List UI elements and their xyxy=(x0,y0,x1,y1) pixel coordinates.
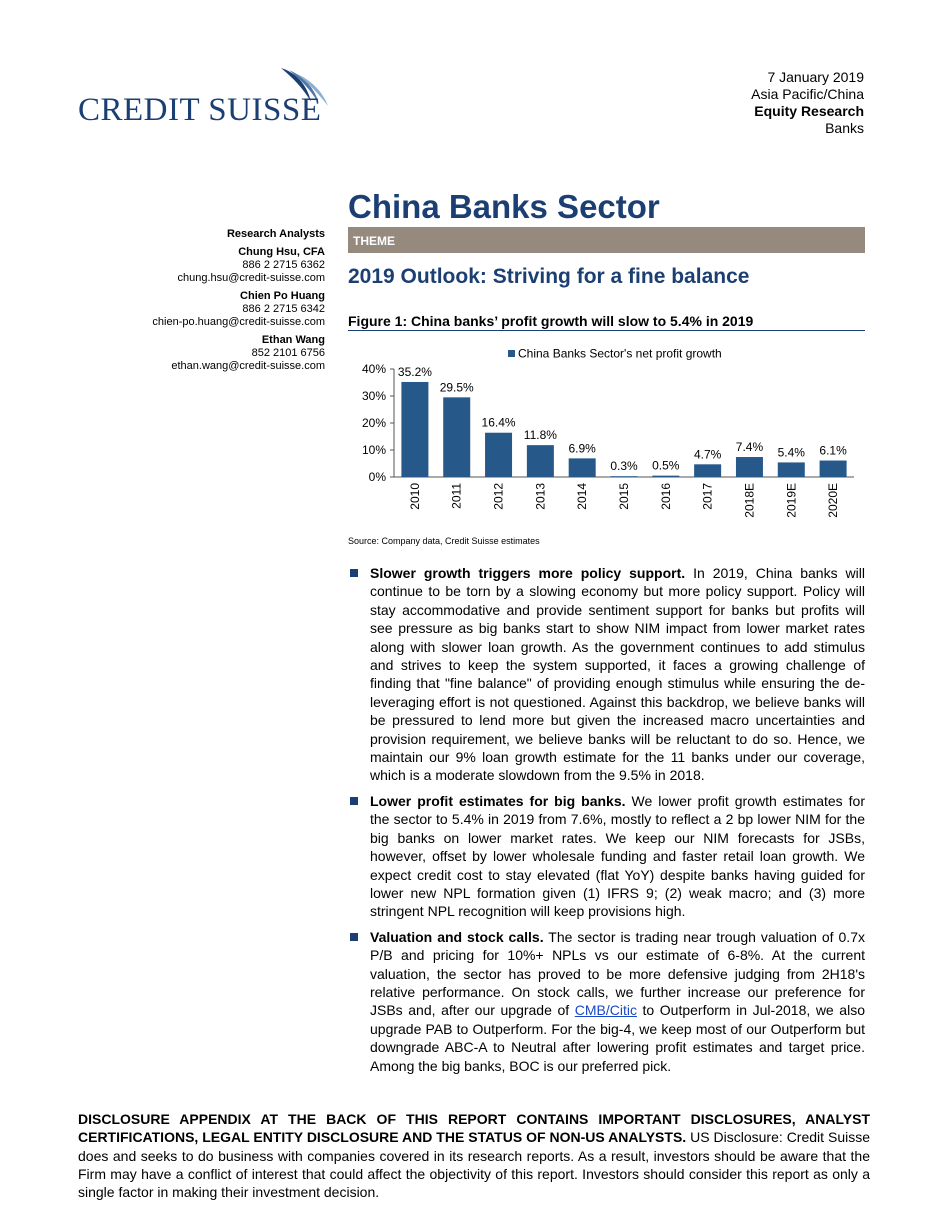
data-label: 0.3% xyxy=(610,459,638,474)
figure-title: Figure 1: China banks’ profit growth will slow to 5.4% in 2019 xyxy=(348,313,865,331)
analyst-list xyxy=(152,228,325,373)
cmb-citic-link[interactable]: CMB/Citic xyxy=(574,1002,637,1019)
bullet-square-icon xyxy=(350,569,358,577)
theme-bar: THEME xyxy=(348,227,865,253)
data-label: 5.4% xyxy=(777,445,805,460)
page-title: China Banks Sector xyxy=(348,188,660,225)
analysts-heading: Research Analysts xyxy=(226,228,325,240)
analyst-phone: 852 2101 6756 xyxy=(251,347,325,359)
bullet-square-icon xyxy=(350,933,358,941)
x-tick-label: 2010 xyxy=(407,483,422,510)
data-label: 6.9% xyxy=(568,441,596,456)
bullet-item xyxy=(348,792,865,921)
disclosure-body: US Disclosure: Credit Suisse does and seeks to do business with companies covered in its research reports. As a result, investors should be aware that the Firm may have a conflict of interest that could affect the objectivity of this report. Investors should consider this report as only a single factor in making their investment decision. xyxy=(78,1129,870,1201)
page-subtitle: 2019 Outlook: Striving for a fine balance xyxy=(348,265,750,288)
bullet-text: to Outperform in Jul-2018, we also upgrade PAB to Outperform. For the big-4, we keep most of our Outperform but downgrade ABC-A to Neutral after lowering profit estimates and target price. Among the big banks, BOC is our preferred pick. xyxy=(370,1002,865,1074)
x-tick-label: 2019E xyxy=(784,483,799,518)
chart-bar xyxy=(652,476,679,477)
credit-suisse-logo xyxy=(78,66,338,128)
brand-wordmark: CREDIT SUISSE xyxy=(78,92,322,128)
figure-source: Source: Company data, Credit Suisse estimates xyxy=(348,536,540,546)
bullet-item xyxy=(348,564,865,785)
chart-bar xyxy=(401,382,428,477)
x-tick-label: 2016 xyxy=(658,483,673,510)
x-tick-label: 2011 xyxy=(449,483,464,509)
chart-bar xyxy=(443,397,470,477)
report-sector: Banks xyxy=(825,120,864,136)
data-label: 16.4% xyxy=(481,415,516,430)
chart-bar xyxy=(820,461,847,477)
chart-bar xyxy=(778,462,805,477)
chart-bar xyxy=(694,464,721,477)
x-tick-label: 2015 xyxy=(617,483,631,510)
y-tick-label: 40% xyxy=(361,362,386,376)
y-tick-label: 30% xyxy=(361,389,386,403)
x-tick-label: 2018E xyxy=(742,483,757,518)
report-type: Equity Research xyxy=(754,103,864,119)
data-label: 6.1% xyxy=(819,443,847,458)
analyst-name: Chien Po Huang xyxy=(240,290,325,302)
data-label: 11.8% xyxy=(523,428,557,443)
disclosure-text xyxy=(78,1110,870,1201)
data-label: 29.5% xyxy=(439,380,474,395)
chart-bar xyxy=(485,433,512,477)
legend-swatch xyxy=(508,350,515,357)
profit-growth-bar-chart xyxy=(348,338,865,533)
analyst-email[interactable]: chien-po.huang@credit-suisse.com xyxy=(152,316,325,328)
x-tick-label: 2012 xyxy=(491,483,506,510)
data-label: 0.5% xyxy=(652,458,680,473)
data-label: 35.2% xyxy=(397,364,432,379)
bullet-lead: Slower growth triggers more policy support. xyxy=(370,565,686,581)
analyst-email[interactable]: ethan.wang@credit-suisse.com xyxy=(171,360,325,372)
legend-label: China Banks Sector's net profit growth xyxy=(518,346,722,361)
bullet-list xyxy=(348,564,865,1082)
chart-bar xyxy=(611,476,638,477)
data-label: 4.7% xyxy=(693,447,722,462)
bullet-text: The sector is trading near trough valuation of 0.7x P/B and pricing for 10%+ NPLs vs our estimate of 6-8%. At the current valuation, the sector has proved to be more defensive judging from 2H18's relative performance. On stock calls, we further increase our preference for JSBs and, after our upgrade of xyxy=(370,928,865,1019)
x-tick-label: 2017 xyxy=(700,483,715,510)
bullet-text: We lower profit growth estimates for the sector to 5.4% in 2019 from 7.6%, mostly to reflect a 2 bp lower NIM for the big banks on lower market rates. We keep our NIM forecasts for JSBs, however, offset by lower wholesale funding and faster retail loan growth. We expect credit cost to stay elevated (flat YoY) despite banks having guided for lower new NPL formation given (1) IFRS 9; (2) weak macro; and (3) more stringent NPL recognition will keep provisions high. xyxy=(370,792,866,920)
disclosure-bold: DISCLOSURE APPENDIX AT THE BACK OF THIS REPORT CONTAINS IMPORTANT DISCLOSURES, ANALYST CERTIFICATIONS, LEGAL ENTITY DISCLOSURE AND THE STATUS OF NON-US ANALYSTS. xyxy=(78,1111,870,1146)
chart-bar xyxy=(569,458,596,477)
report-date: 7 January 2019 xyxy=(767,69,864,85)
analyst-name: Chung Hsu, CFA xyxy=(238,246,325,258)
bullet-item xyxy=(348,928,865,1075)
analyst-phone: 886 2 2715 6342 xyxy=(242,303,325,315)
analyst-email[interactable]: chung.hsu@credit-suisse.com xyxy=(177,272,325,284)
analyst-name: Ethan Wang xyxy=(261,334,325,346)
analyst-phone: 886 2 2715 6362 xyxy=(242,259,325,271)
chart-bar xyxy=(736,457,763,477)
x-tick-label: 2013 xyxy=(533,483,548,510)
chart-bar xyxy=(527,445,554,477)
bullet-square-icon xyxy=(350,797,358,805)
y-tick-label: 10% xyxy=(361,443,386,457)
x-tick-label: 2020E xyxy=(826,483,841,518)
y-tick-label: 20% xyxy=(361,416,386,430)
bullet-lead: Valuation and stock calls. xyxy=(370,928,544,945)
y-tick-label: 0% xyxy=(368,470,386,484)
bullet-text: In 2019, China banks will continue to be torn by a slowing economy but more policy support. Policy will stay accommodative and provide sentiment support for banks but profits will see pressure as big banks start to show NIM impact from lower market rates along with slower loan growth. As the government continues to add stimulus and strives to keep the system supported, it faces a growing challenge of finding that "fine balance" of providing enough stimulus while ensuring the de-leveraging effort is not questioned. Against this backdrop, we believe banks will be pressured to lend more but given the increased macro uncertainties and provision requirement, we believe banks will be reluctant to do so. Hence, we maintain our 9% loan growth estimate for the 11 banks under our coverage, which is a moderate slowdown from the 9.5% in 2018. xyxy=(370,565,865,784)
data-label: 7.4% xyxy=(735,440,764,455)
report-region: Asia Pacific/China xyxy=(751,86,864,102)
bullet-lead: Lower profit estimates for big banks. xyxy=(370,792,626,809)
x-tick-label: 2014 xyxy=(575,483,590,510)
report-header xyxy=(751,69,864,137)
